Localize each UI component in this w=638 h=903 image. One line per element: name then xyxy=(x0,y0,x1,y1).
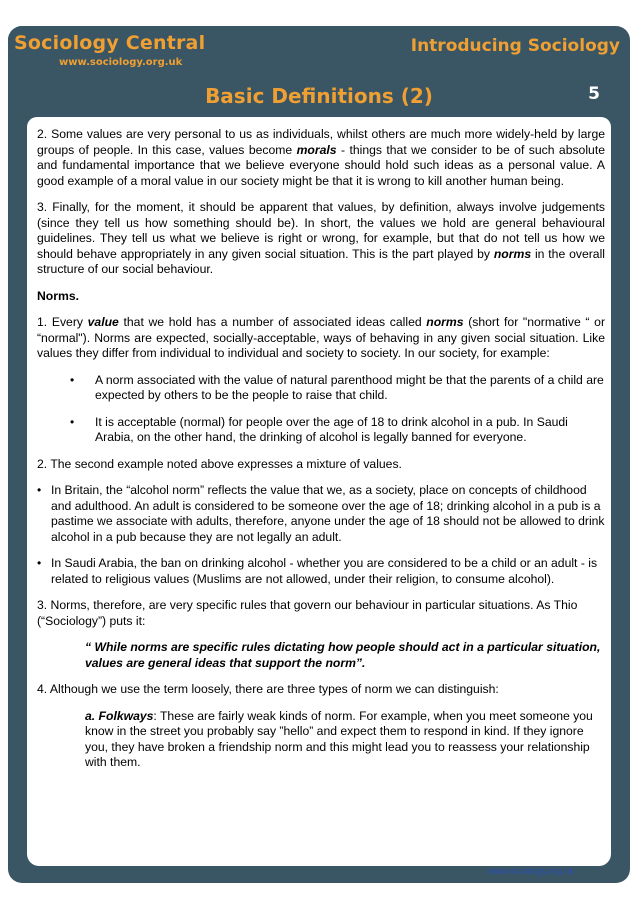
paragraph-norms-definition: 1. Every value that we hold has a number of associated ideas called norms (short for "normative “ or “normal"). Norms are expected, socially-acceptable, ways of behaving in any given social situation. Like values they differ from individual to individual and society to society. In our society, for example: xyxy=(37,315,605,360)
bullet-icon: • xyxy=(70,372,75,387)
section-heading-norms: Norms. xyxy=(37,288,79,303)
paragraph-mixture: 2. The second example noted above expresses a mixture of values. xyxy=(37,456,402,471)
footer-url[interactable]: www.sociology.org.uk xyxy=(488,866,574,876)
examples-list xyxy=(37,373,605,446)
values-list xyxy=(37,483,605,587)
paragraph-morals: 2. Some values are very personal to us as individuals, whilst others are much more widely-held by large groups of people. In this case, values become morals - things that we consider to be of such absolute and fundamental importance that we believe everyone should hold such ideas as a personal value. A good example of a moral value in our society might be that it is wrong to kill another human being. xyxy=(37,127,605,188)
content-panel xyxy=(27,117,611,866)
term-morals: morals xyxy=(296,142,337,157)
page-number: 5 xyxy=(588,84,600,104)
term-norms-2: norms xyxy=(426,315,464,329)
series-title: Introducing Sociology xyxy=(410,36,620,56)
term-folkways: a. Folkways xyxy=(85,708,154,723)
list-item: • In Britain, the “alcohol norm” reflects the value that we, as a society, place on concepts of childhood and adulthood. An adult is considered to be someone over the age of 18; drinking alcohol in a pub is a pastime we associate with adults, therefore, anyone under the age of 18 should not be allowed to drink alcohol in a pub because they are not legally an adult. xyxy=(37,483,605,544)
list-item: • In Saudi Arabia, the ban on drinking alcohol - whether you are considered to be a child or an adult - is related to religious values (Muslims are not allowed, under their religion, to consume alcohol). xyxy=(37,556,598,586)
term-value: value xyxy=(87,315,119,329)
page-title: Basic Definitions (2) xyxy=(205,84,433,108)
bullet-icon: • xyxy=(37,556,42,570)
paragraph-judgements: 3. Finally, for the moment, it should be apparent that values, by definition, always involve judgements (since they tell us how something should be). In short, the values we hold are general behavioural guidelines. They tell us what we believe is right or wrong, for example, but that do not tell us how we should behave appropriately in any given social situation. This is the part played by norms in the overall structure of our social behaviour. xyxy=(37,200,605,276)
bullet-icon: • xyxy=(37,483,42,497)
brand-url[interactable]: www.sociology.org.uk xyxy=(59,57,183,68)
paragraph-folkways: a. Folkways: These are fairly weak kinds of norm. For example, when you meet someone you know in the street you probably say ”hello” and expect them to respond in kind. If they ignore you, they have broken a friendship norm and this might lead you to reassess your relationship with them. xyxy=(85,708,593,769)
thio-quote: “ While norms are specific rules dictating how people should act in a particular situation, values are general ideas that support the norm”. xyxy=(85,640,601,670)
bullet-icon: • xyxy=(70,414,75,429)
paragraph-specific-rules: 3. Norms, therefore, are very specific rules that govern our behaviour in particular situations. As Thio (“Sociology”) puts it: xyxy=(37,598,578,628)
list-item: • It is acceptable (normal) for people over the age of 18 to drink alcohol in a pub. In Saudi Arabia, on the other hand, the drinking of alcohol is legally banned for everyone. xyxy=(70,414,568,444)
list-item: • A norm associated with the value of natural parenthood might be that the parents of a child are expected by others to be the people to raise that child. xyxy=(70,372,604,402)
term-norms: norms xyxy=(493,246,532,261)
brand-title: Sociology Central xyxy=(14,32,206,54)
paragraph-types: 4. Although we use the term loosely, there are three types of norm we can distinguish: xyxy=(37,682,499,696)
